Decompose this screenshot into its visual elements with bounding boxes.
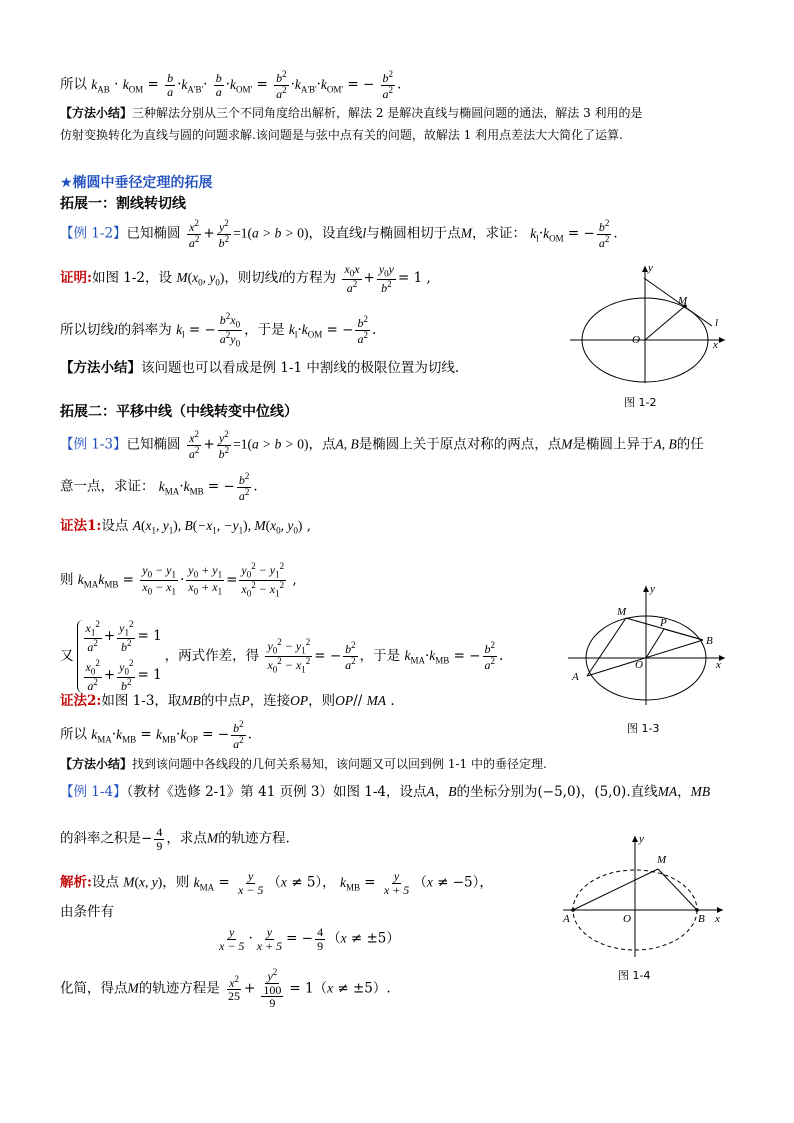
proof-1-3-b-line-2: 所以 $k_{MA}\cdot k_{MB} = k_{MB}\cdot k_{OP}$ = − $\frac{b^2}{a^2}$ . [60,719,252,751]
equation-system: $\frac{x_1^2}{a^2}$ + $\frac{y_1^2}{b^2}$ = 1 $\frac{x_0^2}{a^2}$ + $\frac{y_0^2}{b^2}$ = 1 [77,620,162,693]
segment-op [646,629,664,658]
proof-1-3-a-line-2: 则 $k_{MA}k_{MB}$ = $\frac{y_0 - y_1}{x_0 - x_1}$ · $\frac{y_0 + y_1}{x_0 + x_1}$ = $\frac{y_0^2 - y_1^2}{x_0^2 - x_1^2}$ , [60,561,297,599]
point-a [571,908,575,912]
label-o: O [635,659,643,671]
extension-2-title: 拓展二：平移中线（中线转变中位线） [60,404,298,420]
text: ， [434,784,449,800]
text: ，求点 [166,830,207,847]
label-m: M [617,606,627,618]
label-x: x [715,913,720,925]
text: ，于是 [244,321,285,338]
example-label: 【例 1-2】 [60,225,127,242]
summary-3 [60,757,547,771]
text: ， [580,784,595,800]
caption-1-2: 图 1-2 [624,396,657,409]
label-b: B [698,913,705,925]
proof-label: 证法1: [60,518,102,534]
text: 的任 [676,436,704,453]
text: 的中点 [200,693,242,709]
label-y: y [648,262,653,274]
label-m: M [657,854,667,866]
text: 所以 [60,726,87,743]
proof-1-2-line-2: 所以切线l的斜率为 $k_l$ = − $\frac{b^2x_0}{a^2y_0}$ ，于是 $k_l\cdot k_{OM}$ = − $\frac{b^2}{a^2}$ . [60,311,377,349]
text: 化简，得点 [60,980,128,997]
solution-1-4-equation: $\frac{y}{x - 5}$ · $\frac{y}{x + 5}$ = − $\frac{4}{9}$ （x ≠ ±5） [219,925,400,953]
line-slope-product: 所以 $k_{AB} \cdot k_{OM}$ = $\frac{b}{a}$ $\cdot k_{A'B'}\cdot$ $\frac{b}{a}$ $\cdot k_{OM'}$ = $\frac{b^2}{a^2}$ $\cdot k_{A'B'}\cdot k_{OM'}$ = − $\frac{b^2}{a^2}$ . [60,69,402,101]
proof-label: 证法2: [60,693,102,709]
summary-label: 【方法小结】 [60,757,133,771]
proof-1-3-a-line-3: 又 $\frac{x_1^2}{a^2}$ + $\frac{y_1^2}{b^2}$ = 1 $\frac{x_0^2}{a^2}$ + $\frac{y_0^2}{b^2}$ = 1 ，两式作差，得 $\frac{y_0^2 - y_1^2}{x_0^2 - x_1^2}$ = − $\frac{b^2}{a^2}$ ，于是 $k_{MA}\cdot k_{MB}$ = − $\frac{b^2}{a^2}$ . [60,619,504,694]
text-prefix: 所以 [60,76,87,93]
text: ，则 [308,693,336,709]
proof-1-3-b: 证法2:如图 1-3，取MB的中点P，连接OP，则OP// MA . [60,693,395,709]
text: 是椭圆上关于原点对称的两点，点 [358,436,562,453]
text: 的轨迹方程是 [138,980,220,997]
example-1-2: 【例 1-2】已知椭圆 $\frac{x^2}{a^2}$ + $\frac{y^2}{b^2}$ =1(a > b > 0)，设直线l与椭圆相切于点M，求证： $k_l\cdot k_{OM}$ = − $\frac{b^2}{a^2}$ . [60,218,618,250]
summary-1 [60,106,643,120]
solution-1-4: 解析:设点 M(x, y)，则 $k_{MA}$ = $\frac{y}{x - 5}$ （x ≠ 5）， $k_{MB}$ = $\frac{y}{x + 5}$ （x ≠ −5）， [60,869,493,897]
example-1-3: 【例 1-3】已知椭圆 $\frac{x^2}{a^2}$ + $\frac{y^2}{b^2}$ =1(a > b > 0)，点A, B是椭圆上关于原点对称的两点，点M是椭圆上异于A, B的任 [60,429,704,461]
x-arrow [719,337,725,343]
text: 的轨迹方程. [218,830,290,847]
summary-label: 【方法小结】 [60,360,141,376]
label-y: y [650,583,655,595]
text: 是椭圆上异于 [572,436,654,453]
var-l: l [362,225,367,241]
text: 则 [60,571,74,588]
text: 设点 [101,518,129,534]
text: ，设直线 [308,225,363,242]
example-1-4-line-2: 的斜率之积是− $\frac{4}{9}$ ，求点M的轨迹方程. [60,825,290,853]
text: 已知椭圆 [126,436,181,453]
segment-ma [573,869,658,910]
label-x: x [713,339,718,351]
text: ，两式作差，得 [164,647,260,664]
point-b [695,908,699,912]
text: ，则 [162,874,190,891]
summary-text: 找到该问题中各线段的几何关系易知，该问题又可以回到例 1-1 中的垂径定理. [132,757,547,771]
example-label: 【例 1-4】 [60,784,127,800]
section-title: ★椭圆中垂径定理的拓展 [60,175,213,191]
label-b: B [706,635,713,647]
text: ，点 [308,436,336,453]
text: 所以切线 [60,321,114,338]
text: 的方程为 [282,270,337,287]
solution-label: 解析: [60,874,92,891]
solution-1-4-line-2: 由条件有 [60,904,114,920]
segment-pb [664,629,703,640]
text: ，则切线 [224,270,279,287]
label-a: A [563,913,570,925]
var-m: M [460,225,472,241]
label-p: P [660,617,667,629]
segment-om [645,306,685,340]
text: 的坐标分别为 [456,784,538,800]
summary-label: 【方法小结】 [60,106,133,120]
label-o: O [623,913,631,925]
caption-1-4: 图 1-4 [618,969,651,982]
y-arrow [643,586,649,592]
example-label: 【例 1-3】 [60,436,127,453]
figure-1-4 [555,832,740,962]
text: 如图 1-2，设 [91,270,173,287]
text: ，连接 [249,693,291,709]
example-1-4: 【例 1-4】（教材《选修 2-1》第 41 页例 3）如图 1-4，设点A，B的坐标分别为(−5,0)，(5,0).直线MA，MB [60,784,711,800]
text: 设点 [91,874,119,891]
example-1-3-line-2: 意一点，求证： $k_{MA}\cdot k_{MB}$ = − $\frac{b^2}{a^2}$ . [60,471,258,503]
text: 已知椭圆 [126,225,181,242]
summary-2 [60,360,459,376]
text: 的斜率为 [117,321,172,338]
text: ，于是 [359,647,401,664]
proof-1-2: 证明:如图 1-2，设 $M(x_0$, $y_0$)，则切线l的方程为 $\frac{x_0x}{a^2}$ + $\frac{y_0y}{b^2}$ = 1 , [60,262,431,295]
summary-line-1: 三种解法分别从三个不同角度给出解析，解法 2 是解决直线与椭圆问题的通法，解法 3 利用的是 [132,106,643,120]
text: 的斜率之积是 [60,830,141,847]
text: （教材《选修 2-1》第 41 页例 3）如图 1-4，设点 [126,784,427,800]
figure-1-3 [560,580,740,720]
summary-1-line-2: 仿射变换转化为直线与圆的问题求解.该问题是与弦中点有关的问题，故解法 1 利用点差法大大简化了运算. [60,128,623,142]
solution-1-4-result: 化简，得点M的轨迹方程是 $\frac{x^2}{25}$ + $\frac{y^2}{\frac{100}{9}}$ = 1（x ≠ ±5）. [60,967,391,1011]
y-arrow [632,836,638,842]
segment-mb [658,869,697,910]
text: 意一点，求证： [60,478,155,495]
label-y: y [639,833,644,845]
text: ，求证： [472,225,526,242]
label-o: O [632,334,640,346]
proof-label: 证明: [60,270,92,287]
text: .直线 [626,784,658,800]
extension-1-title: 拓展一：割线转切线 [60,196,186,212]
figure-1-2 [560,258,740,393]
proof-1-3-a: 证法1:设点 $A(x_1$, $y_1$), $B(-x_1$, $-y_1$), $M(x_0$, $y_0$) , [60,518,311,536]
caption-1-3: 图 1-3 [627,722,660,735]
label-x: x [716,659,721,671]
label-l: l [715,317,719,329]
text: 如图 1-3，取 [101,693,182,709]
label-m: M [678,295,688,307]
summary-text: 该问题也可以看成是例 1-1 中割线的极限位置为切线. [141,360,460,376]
label-a: A [572,671,579,683]
text: ， [677,784,691,800]
text: 又 [60,647,74,664]
text: 与椭圆相切于点 [366,225,461,242]
